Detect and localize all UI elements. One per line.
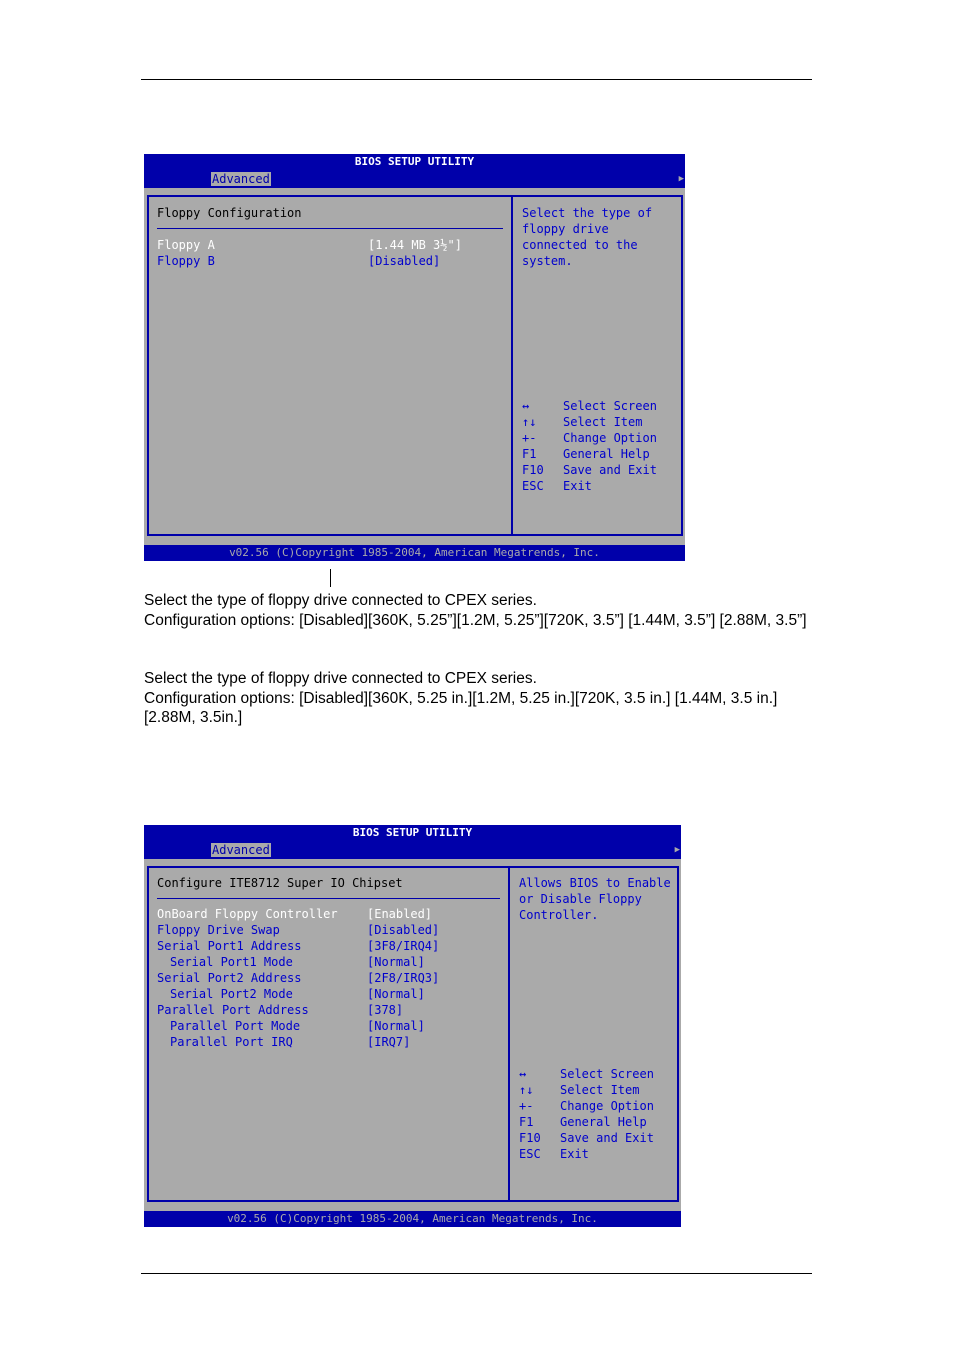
- setting-label: Floppy Drive Swap: [157, 923, 280, 937]
- help-text: Allows BIOS to Enable or Disable Floppy Controller.: [519, 876, 671, 922]
- text-cursor: [330, 569, 331, 587]
- header-rule: [141, 79, 812, 80]
- key-select-item: ↑↓ Select Item: [519, 1083, 640, 1097]
- setting-value: [Enabled]: [367, 907, 433, 921]
- setting-floppy-drive-swap[interactable]: [157, 922, 497, 938]
- panel-divider: [508, 866, 510, 1202]
- setting-label: Floppy B: [157, 254, 215, 268]
- bios-tab-bar: [144, 170, 685, 188]
- setting-label: Serial Port1 Mode: [170, 955, 293, 969]
- bios-title: BIOS SETUP UTILITY: [144, 154, 685, 170]
- key-change-option: +- Change Option: [522, 431, 657, 445]
- setting-label: Floppy A: [157, 238, 215, 252]
- setting-value: [Disabled]: [367, 923, 440, 937]
- tab-right-arrow-icon: ▶: [674, 845, 680, 855]
- key-general-help: F1 General Help: [522, 447, 650, 461]
- setting-label: OnBoard Floppy Controller: [157, 907, 338, 921]
- setting-floppy-a[interactable]: [157, 237, 497, 253]
- panel-divider: [511, 195, 513, 536]
- configuration-options: Configuration options: [Disabled][360K, 5.25 in.][1.2M, 5.25 in.][720K, 3.5 in.] [1.44M, 3.5 in.] [2.88M, 3.5in.]: [144, 689, 778, 726]
- setting-value: [Disabled]: [368, 254, 441, 268]
- key-general-help: F1 General Help: [519, 1115, 647, 1129]
- setting-value: [Normal]: [367, 955, 425, 969]
- key-legend: [519, 1066, 674, 1162]
- setting-value: [378]: [367, 1003, 404, 1017]
- section-underline: [157, 228, 503, 229]
- bios-screen-superio: [144, 825, 681, 1227]
- key-select-item: ↑↓ Select Item: [522, 415, 643, 429]
- bios-title: BIOS SETUP UTILITY: [144, 825, 681, 841]
- key-legend: [522, 398, 677, 494]
- description-block-2: [144, 669, 814, 728]
- bios-screen-floppy: [144, 154, 685, 561]
- setting-floppy-b[interactable]: [157, 253, 497, 269]
- configuration-options: Configuration options: [Disabled][360K, 5.25”][1.2M, 5.25”][720K, 3.5”] [1.44M, 3.5”] [2.88M, 3.5”]: [144, 611, 807, 629]
- setting-value: [3F8/IRQ4]: [367, 939, 440, 953]
- setting-parallel-port-address[interactable]: [157, 1002, 497, 1018]
- key-change-option: +- Change Option: [519, 1099, 654, 1113]
- section-title: Configure ITE8712 Super IO Chipset: [157, 876, 403, 890]
- setting-value: [Normal]: [367, 987, 425, 1001]
- description-block-1: [144, 591, 814, 630]
- section-underline: [157, 898, 500, 899]
- setting-value: [IRQ7]: [367, 1035, 411, 1049]
- setting-serial-port2-address[interactable]: [157, 970, 497, 986]
- setting-value: [Normal]: [367, 1019, 425, 1033]
- setting-label: Parallel Port IRQ: [170, 1035, 293, 1049]
- tab-advanced[interactable]: Advanced: [212, 843, 270, 857]
- setting-value: [1.44 MB 3½"]: [368, 238, 462, 252]
- setting-parallel-port-mode[interactable]: [157, 1018, 497, 1034]
- section-title: Floppy Configuration: [157, 206, 302, 220]
- setting-parallel-port-irq[interactable]: [157, 1034, 497, 1050]
- tab-right-arrow-icon: ▶: [678, 174, 684, 184]
- key-exit: ESC Exit: [519, 1147, 589, 1161]
- setting-serial-port1-address[interactable]: [157, 938, 497, 954]
- help-text: Select the type of floppy drive connected to the system.: [522, 206, 653, 268]
- key-exit: ESC Exit: [522, 479, 592, 493]
- setting-serial-port2-mode[interactable]: [157, 986, 497, 1002]
- bios-footer: v02.56 (C)Copyright 1985-2004, American Megatrends, Inc.: [144, 545, 685, 561]
- setting-serial-port1-mode[interactable]: [157, 954, 497, 970]
- setting-value: [2F8/IRQ3]: [367, 971, 440, 985]
- setting-label: Serial Port1 Address: [157, 939, 302, 953]
- key-save-exit: F10 Save and Exit: [519, 1131, 654, 1145]
- key-select-screen: ↔ Select Screen: [519, 1067, 654, 1081]
- setting-onboard-floppy-controller[interactable]: [157, 906, 497, 922]
- tab-advanced[interactable]: Advanced: [212, 172, 270, 186]
- footer-rule: [141, 1273, 812, 1274]
- setting-label: Serial Port2 Address: [157, 971, 302, 985]
- key-save-exit: F10 Save and Exit: [522, 463, 657, 477]
- bios-footer: v02.56 (C)Copyright 1985-2004, American Megatrends, Inc.: [144, 1211, 681, 1227]
- bios-tab-bar: [144, 841, 681, 859]
- description-line: Select the type of floppy drive connected to CPEX series.: [144, 670, 537, 687]
- key-select-screen: ↔ Select Screen: [522, 399, 657, 413]
- setting-label: Parallel Port Address: [157, 1003, 309, 1017]
- setting-label: Serial Port2 Mode: [170, 987, 293, 1001]
- description-line: Select the type of floppy drive connected to CPEX series.: [144, 592, 537, 609]
- setting-label: Parallel Port Mode: [170, 1019, 301, 1033]
